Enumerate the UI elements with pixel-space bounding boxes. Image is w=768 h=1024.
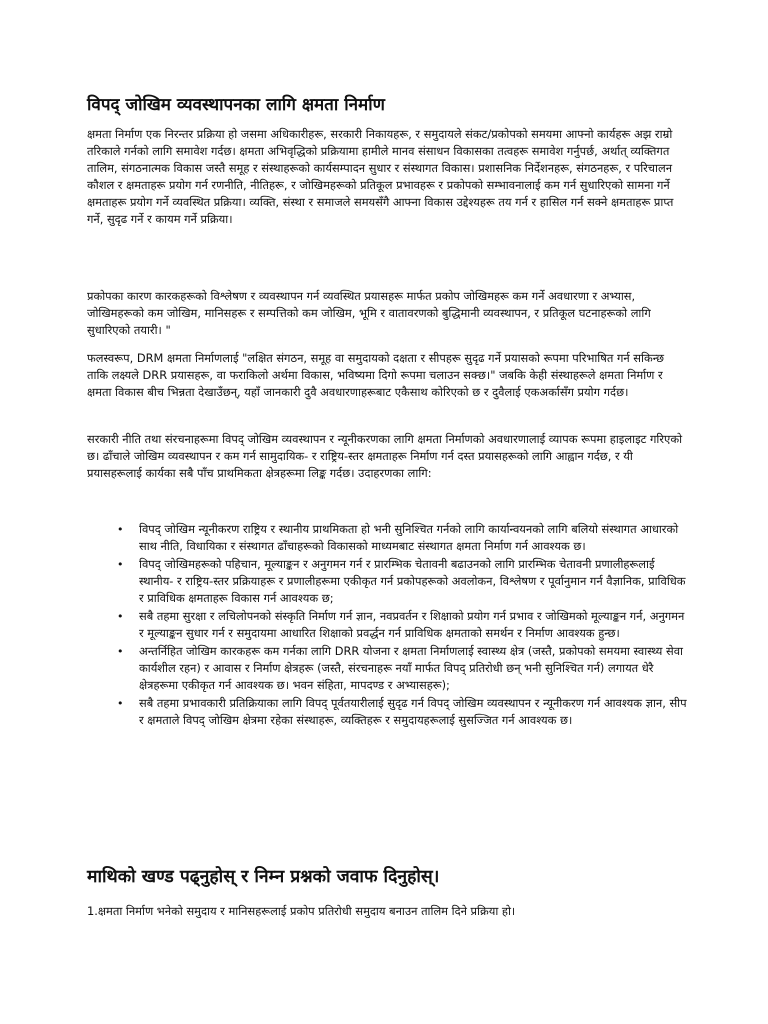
list-item: [113, 521, 687, 555]
list-item: [113, 608, 687, 642]
paragraph-government-policy: सरकारी नीति तथा संरचनाहरूमा विपद् जोखिम व्यवस्थापन र न्यूनीकरणका लागि क्षमता निर्माणको अवधारणालाई व्यापक रूपमा हाइलाइट गरिएको छ। ढाँचाले जोखिम व्यवस्थापन र कम गर्न सामुदायिक- र राष्ट्रिय-स्तर क्षमताहरू निर्माण गर्न दस्त प्रयासहरूको लागि आह्वान गर्दछ, र यी प्रयासहरूलाई कार्यका सबै पाँच प्राथमिकता क्षेत्रहरूमा लिङ्क गर्दछ। उदाहरणका लागि:: [87, 432, 683, 480]
bullet-marker: •: [117, 645, 124, 658]
priority-bullet-list: [113, 521, 687, 730]
document-title: विपद् जोखिम व्यवस्थापनका लागि क्षमता निर्माण: [87, 95, 385, 115]
question-item: 1.क्षमता निर्माण भनेको समुदाय र मानिसहरूलाई प्रकोप प्रतिरोधी समुदाय बनाउन तालिम दिने प्रक्रिया हो।: [87, 904, 516, 918]
paragraph-drm-capacity-building: फलस्वरूप, DRM क्षमता निर्माणलाई "लक्षित संगठन, समूह वा समुदायको दक्षता र सीपहरू सुदृढ गर्ने प्रयासको रूपमा परिभाषित गर्न सकिन्छ ताकि लक्ष्यले DRR प्रयासहरू, वा फराकिलो अर्थमा विकास, भविष्यमा दिगो रूपमा चलाउन सक्छ।" जबकि केही संस्थाहरूले क्षमता निर्माण र क्षमता विकास बीच भिन्नता देखाउँछन्, यहाँ जानकारी दुवै अवधारणाहरूबाट एकैसाथ कोरिएको छ र दुवैलाई एकअर्कासँग प्रयोग गर्दछ।: [87, 351, 664, 399]
paragraph-capacity-building-definition: क्षमता निर्माण एक निरन्तर प्रक्रिया हो जसमा अधिकारीहरू, सरकारी निकायहरू, र समुदायले संकट/प्रकोपको समयमा आफ्नो कार्यहरू अझ राम्रो तरिकाले गर्नको लागि समावेश गर्दछ। क्षमता अभिवृद्धिको प्रक्रियामा हामीले मानव संसाधन विकासका तत्वहरू समावेश गर्नुपर्छ, अर्थात् व्यक्तिगत तालिम, संगठनात्मक विकास जस्तै समूह र संस्थाहरूको कार्यसम्पादन सुधार र संस्थागत विकास। प्रशासनिक निर्देशनहरू, संगठनहरू, र परिचालन कौशल र क्षमताहरू प्रयोग गर्न रणनीति, नीतिहरू, र जोखिमहरूको प्रतिकूल प्रभावहरू र प्रकोपको सम्भावनालाई कम गर्न सुधारिएको सामना गर्ने क्षमताहरू प्रयोग गर्ने व्यवस्थित प्रक्रिया। व्यक्ति, संस्था र समाजले समयसँगै आफ्ना विकास उद्देश्यहरू तय गर्न र हासिल गर्न सक्ने क्षमताहरू प्राप्त गर्ने, सुदृढ गर्ने र कायम गर्ने प्रक्रिया।: [87, 127, 674, 226]
bullet-marker: •: [117, 610, 124, 623]
bullet-marker: •: [117, 558, 124, 571]
bullet-marker: •: [117, 523, 124, 536]
question-section-heading: माथिको खण्ड पढ्नुहोस् र निम्न प्रश्नको जवाफ दिनुहोस्।: [87, 867, 440, 887]
list-item: [113, 695, 687, 729]
paragraph-disaster-risk-reduction: प्रकोपका कारण कारकहरूको विश्लेषण र व्यवस्थापन गर्न व्यवस्थित प्रयासहरू मार्फत प्रकोप जोखिमहरू कम गर्ने अवधारणा र अभ्यास, जोखिमहरूको कम जोखिम, मानिसहरू र सम्पत्तिको कम जोखिम, भूमि र वातावरणको बुद्धिमानी व्यवस्थापन, र प्रतिकूल घटनाहरूको लागि सुधारिएको तयारी। ": [87, 289, 651, 337]
list-item-text: सबै तहमा सुरक्षा र लचिलोपनको संस्कृति निर्माण गर्न ज्ञान, नवप्रवर्तन र शिक्षाको प्रयोग गर्न प्रभाव र जोखिमको मूल्याङ्कन गर्न, अनुगमन र मूल्याङ्कन सुधार गर्न र समुदायमा आधारित शिक्षाको प्रवर्द्धन गर्न प्राविधिक क्षमताको समर्थन र निर्माण आवश्यक हुन्छ।: [139, 609, 685, 640]
list-item-text: विपद् जोखिमहरूको पहिचान, मूल्याङ्कन र अनुगमन गर्न र प्रारम्भिक चेतावनी बढाउनको लागि प्रारम्भिक चेतावनी प्रणालीहरूलाई स्थानीय- र राष्ट्रिय-स्तर प्रक्रियाहरू र प्रणालीहरूमा एकीकृत गर्न प्रकोपहरूको अवलोकन, विश्लेषण र पूर्वानुमान गर्न वैज्ञानिक, प्राविधिक र प्राविधिक क्षमताहरू विकास गर्न आवश्यक छ;: [139, 557, 686, 605]
list-item-text: सबै तहमा प्रभावकारी प्रतिक्रियाका लागि विपद् पूर्वतयारीलाई सुदृढ गर्न विपद् जोखिम व्यवस्थापन र न्यूनीकरण गर्न आवश्यक ज्ञान, सीप र क्षमताले विपद् जोखिम क्षेत्रमा रहेका संस्थाहरू, व्यक्तिहरू र समुदायहरूलाई सुसज्जित गर्न आवश्यक छ।: [139, 696, 687, 727]
bullet-marker: •: [117, 697, 124, 710]
list-item-text: विपद् जोखिम न्यूनीकरण राष्ट्रिय र स्थानीय प्राथमिकता हो भनी सुनिश्चित गर्नको लागि कार्यान्वयनको लागि बलियो संस्थागत आधारको साथ नीति, विधायिका र संस्थागत ढाँचाहरूको विकासको माध्यमबाट संस्थागत क्षमता निर्माण गर्न आवश्यक छ।: [139, 522, 679, 553]
list-item: [113, 556, 687, 607]
list-item-text: अन्तर्निहित जोखिम कारकहरू कम गर्नका लागि DRR योजना र क्षमता निर्माणलाई स्वास्थ्य क्षेत्र (जस्तै, प्रकोपको समयमा स्वास्थ्य सेवा कार्यशील रहन) र आवास र निर्माण क्षेत्रहरू (जस्तै, संरचनाहरू नयाँ मार्फत विपद् प्रतिरोधी छन् भनी सुनिश्चित गर्न) लगायत धेरै क्षेत्रहरूमा एकीकृत गर्न आवश्यक छ। भवन संहिता, मापदण्ड र अभ्यासहरू);: [139, 644, 683, 692]
list-item: [113, 643, 687, 694]
